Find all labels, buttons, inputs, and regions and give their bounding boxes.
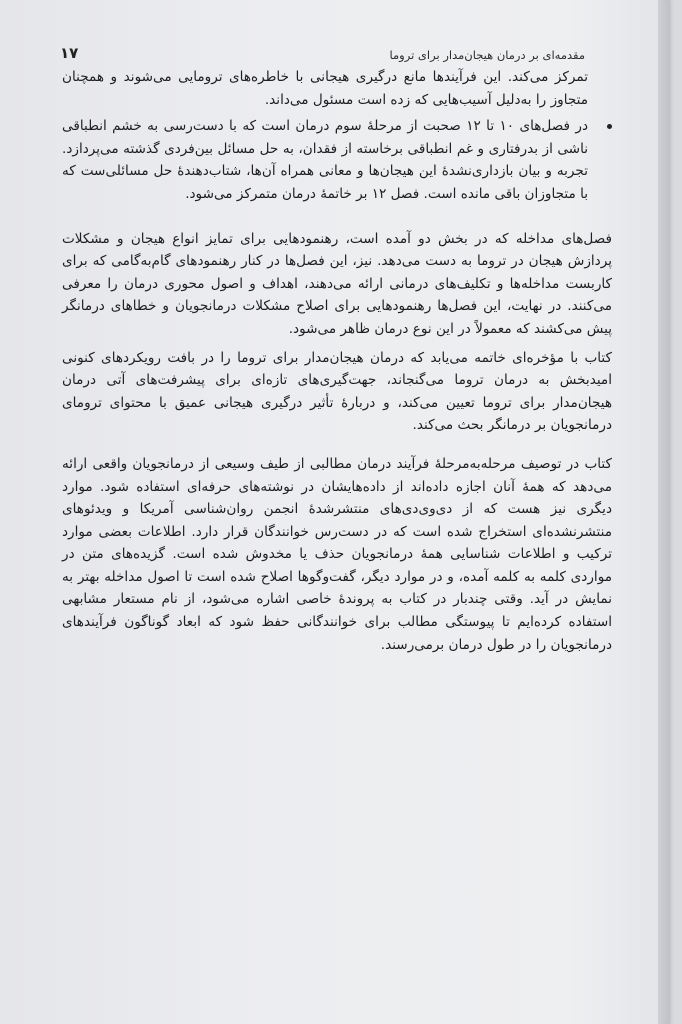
bullet-item bbox=[62, 115, 612, 205]
paragraph-intervention-chapters: فصل‌های مداخله که در بخش دو آمده است، رهنمودهایی برای تمایز انواع هیجان و مشکلات پردازش هیجان در تروما به دست می‌دهد. نیز، این فصل‌ها در کنار رهنمودهای گام‌به‌گامی که برای کاربست مداخله‌ها و تکلیف‌های درمانی ارائه می‌دهند، اهداف و اصول محوری درمان را معرفی می‌کنند. در نهایت، این فصل‌ها رهنمودهایی برای اصلاح مشکلات درمانجویان و خطاهای درمانگر پیش می‌کشند که معمولاً در این نوع درمان ظاهر می‌شود. bbox=[62, 230, 612, 337]
paragraph-case-material: کتاب در توصیف مرحله‌به‌مرحلهٔ فرآیند درمان مطالبی از طیف وسیعی از درمانجویان واقعی ارائه می‌دهد که همهٔ آنان اجازه داده‌اند از داده‌هایشان در نوشته‌های حرفه‌ای استفاده شود. موارد دیگری نیز هست که از دی‌وی‌دی‌های منتشرشدهٔ انجمن روان‌شناسی آمریکا و ویدئوهای منتشرنشده‌ای استخراج شده است که در دست‌رس خوانندگان قرار دارد. اطلاعات بعضی موارد ترکیب و اطلاعات شناسایی همهٔ درمانجویان حذف یا مخدوش شده است. گزیده‌های متن در مواردی کلمه به کلمه آمده، و در موارد دیگر، گفت‌وگوها اصلاح شده است تا اصول مداخله بهتر به نمایش در آید. وقتی چندبار در کتاب به پروندهٔ خاصی اشاره می‌شود، از نام مستعار مشابهی استفاده کرده‌ایم تا پیوستگی مطالب برای خوانندگانی حفظ شود که ابعاد گوناگون فرآیندهای درمانجویان را در طول درمان برمی‌رسند. bbox=[62, 455, 612, 653]
page-body bbox=[62, 66, 612, 656]
page-edge bbox=[658, 0, 670, 1024]
intro-paragraph: تمرکز می‌کند. این فرآیندها مانع درگیری هیجانی با خاطره‌های ترومایی می‌شوند و همچنان متجاوز را به‌دلیل آسیب‌هایی که زده است مسئول می‌داند. bbox=[62, 69, 588, 108]
running-title: مقدمه‌ای بر درمان هیجان‌مدار برای تروما bbox=[389, 48, 585, 62]
paragraph-epilogue: کتاب با مؤخره‌ای خاتمه می‌یابد که درمان هیجان‌مدار برای تروما را در بافت رویکردهای کنونی امیدبخش به درمان تروما می‌گنجاند، جهت‌گیری‌های تازه‌ای برای پیشرفت‌های آتی درمان هیجان‌مدار برای تروما تعیین می‌کند، و دربارهٔ تأثیر درگیری هیجانی عمیق با محتوای ترومای درمانجویان بر درمانگر بحث می‌کند. bbox=[62, 349, 612, 434]
page-number: ۱۷ bbox=[60, 44, 79, 62]
bullet-text: در فصل‌های ۱۰ تا ۱۲ صحبت از مرحلهٔ سوم درمان است که با دست‌رسی به خشم انطباقی ناشی از بدرفتاری و غم انطباقی برخاسته از فقدان، به حل مسائل بین‌فردی گذشته می‌پردازد. تجربه و بیان بازداری‌نشدهٔ این هیجان‌ها و معانی همراه آن‌ها، شتاب‌دهندهٔ حل مسائلی‌ست که با متجاوزان باقی مانده است. فصل ۱۲ بر خاتمهٔ درمان متمرکز می‌شود. bbox=[62, 118, 588, 202]
bullet-dot-icon bbox=[607, 124, 612, 129]
